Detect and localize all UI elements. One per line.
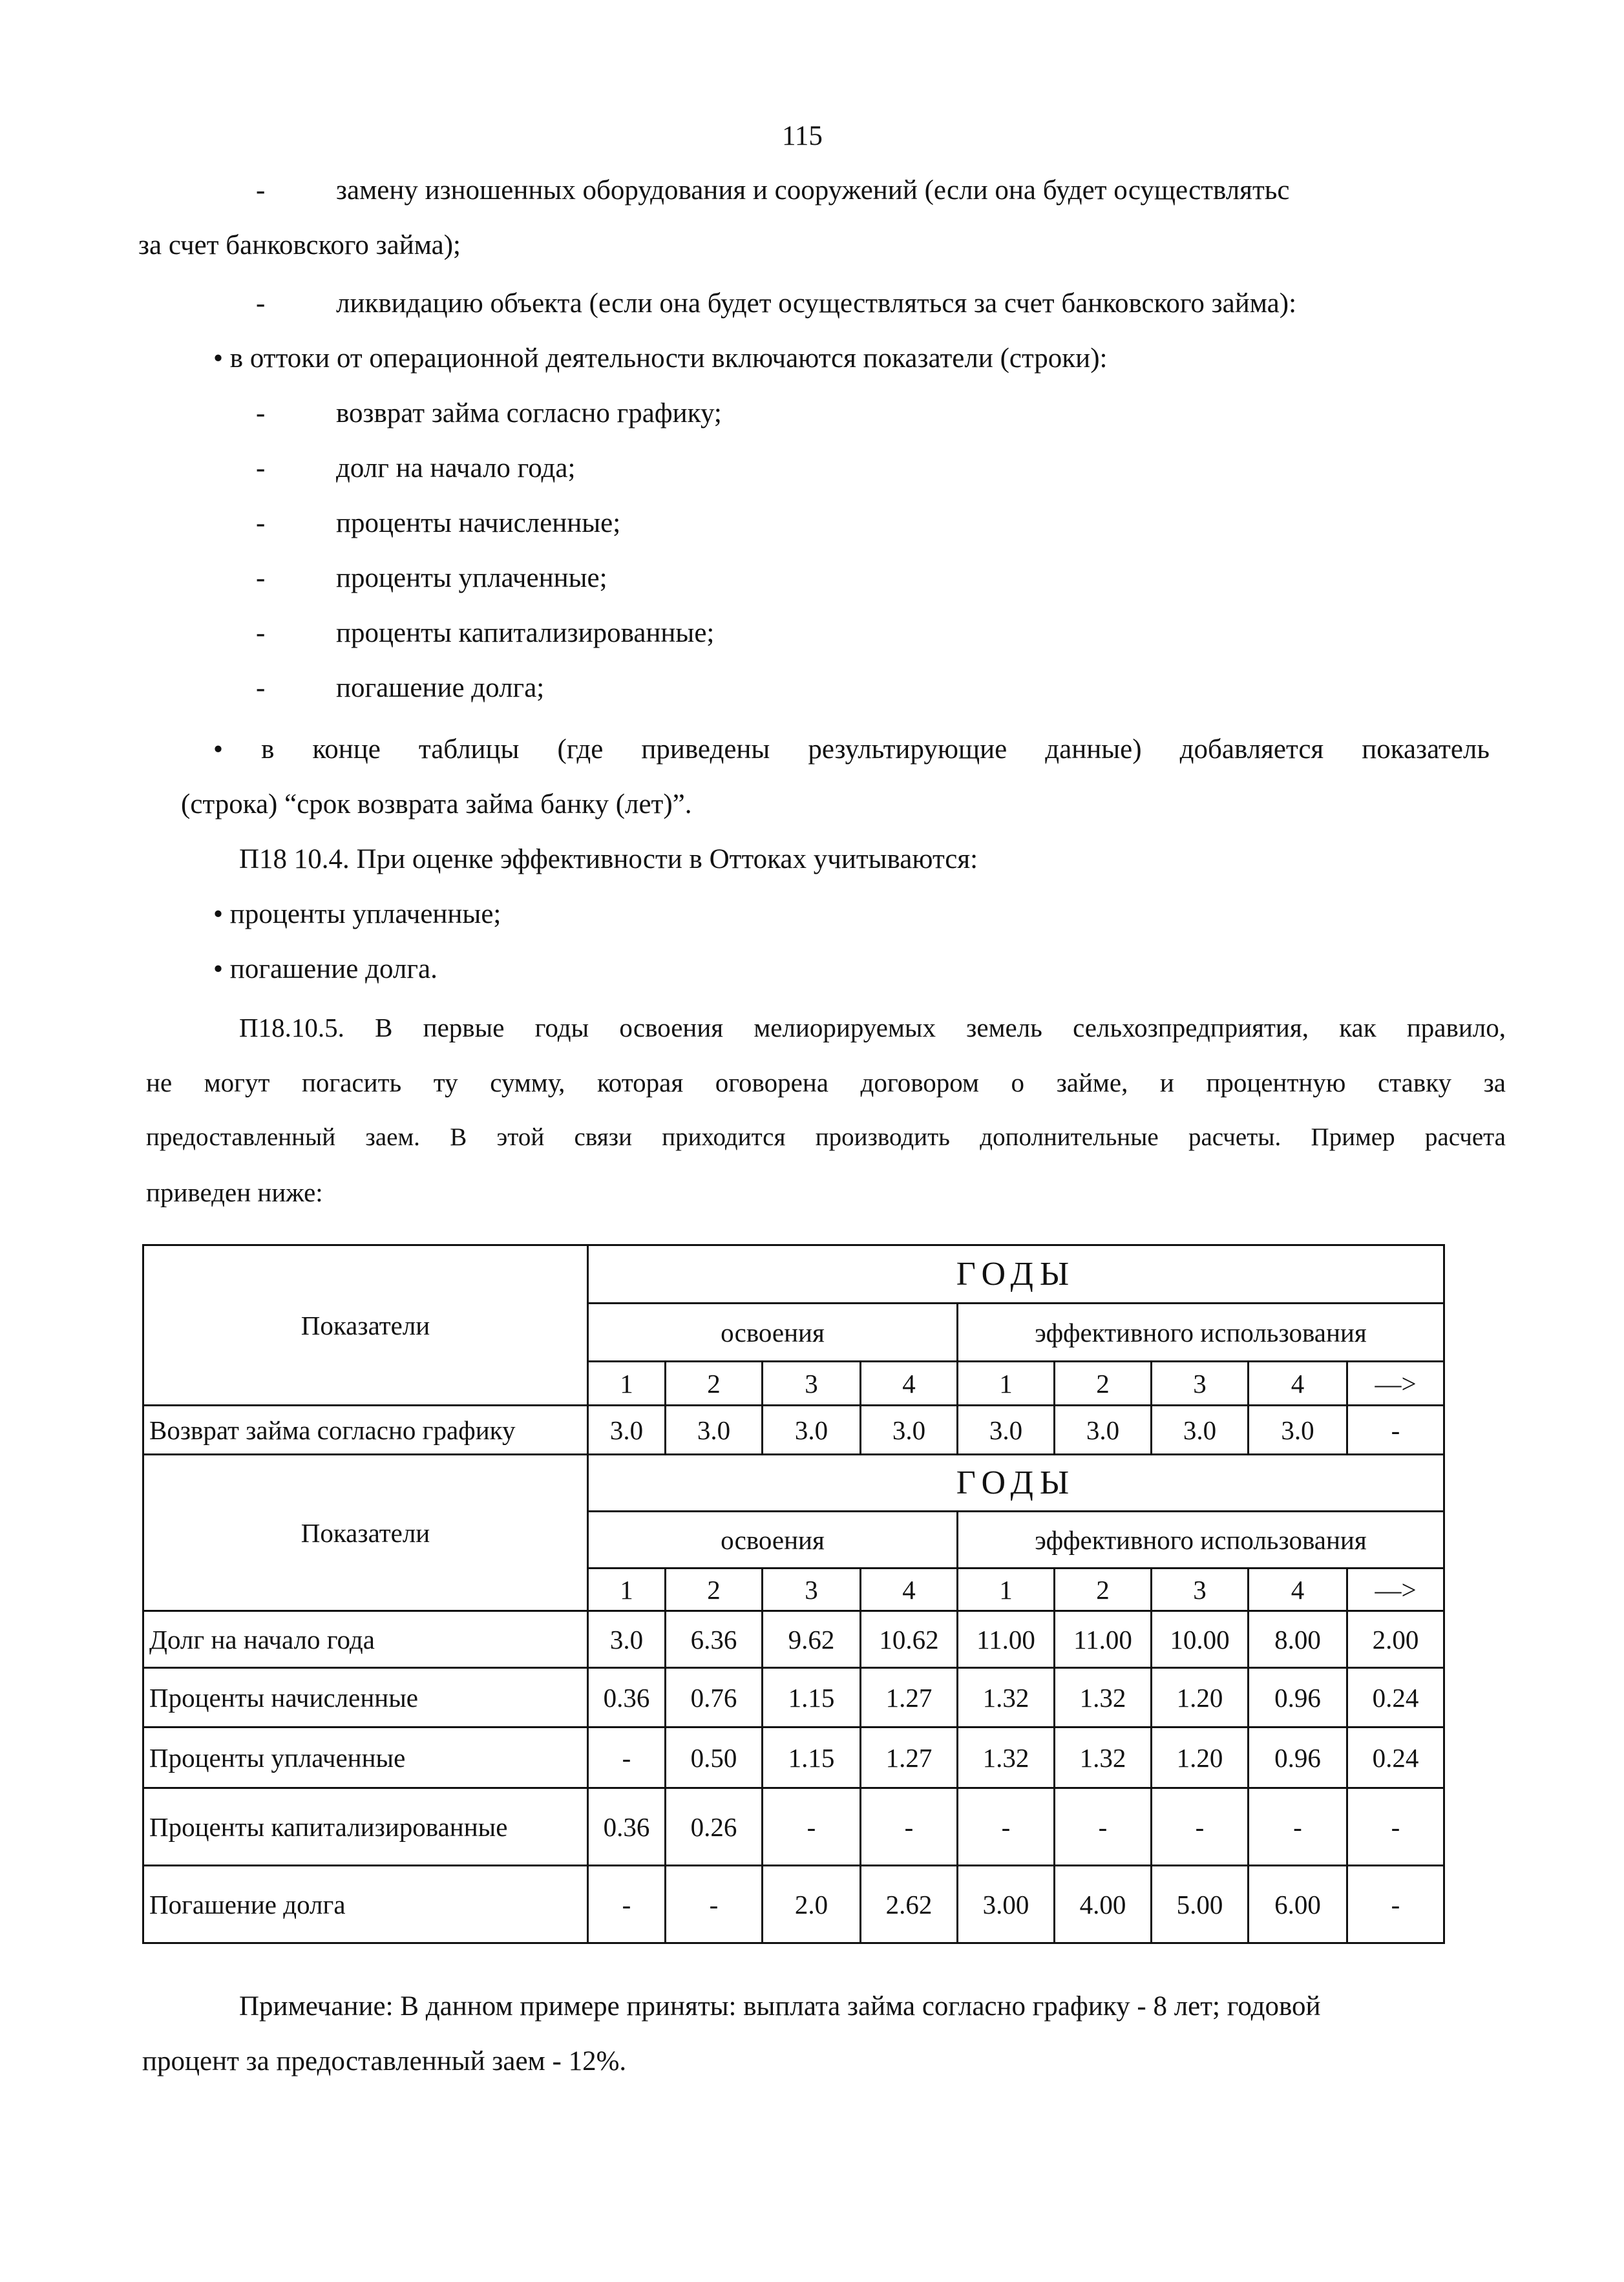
- text-line-15: • погашение долга.: [213, 954, 438, 984]
- years-header: ГОДЫ: [588, 1245, 1444, 1304]
- table-row: [143, 1788, 1444, 1866]
- table-cell: 1.20: [1152, 1668, 1249, 1727]
- dash-marker: -: [256, 508, 266, 538]
- text-line-14: • проценты уплаченные;: [213, 899, 501, 929]
- table-cell: 0.26: [666, 1788, 763, 1866]
- table-header-row: [143, 1245, 1444, 1304]
- table-cell: 11.00: [958, 1611, 1055, 1668]
- year-col: 4: [861, 1569, 958, 1611]
- table-cell: 0.76: [666, 1668, 763, 1727]
- dash-marker: -: [256, 673, 266, 703]
- table-cell: -: [1152, 1788, 1249, 1866]
- table-cell: -: [763, 1788, 861, 1866]
- year-col: 4: [1249, 1569, 1347, 1611]
- table-header-row: [143, 1455, 1444, 1512]
- table-cell: 6.36: [666, 1611, 763, 1668]
- text-line-1: замену изношенных оборудования и сооружений (если она будет осуществлятьс: [336, 175, 1290, 206]
- table-row: [143, 1866, 1444, 1943]
- table-row: [143, 1406, 1444, 1455]
- table-cell: 1.15: [763, 1668, 861, 1727]
- text-line-10: погашение долга;: [336, 673, 545, 703]
- table-cell: 5.00: [1152, 1866, 1249, 1943]
- year-col: 4: [1249, 1362, 1347, 1406]
- text-line-12: (строка) “срок возврата займа банку (лет)”.: [181, 789, 692, 819]
- table-cell: 2.00: [1347, 1611, 1444, 1668]
- indicator-header: Показатели: [143, 1245, 588, 1406]
- table-cell: 3.00: [958, 1866, 1055, 1943]
- year-col: 1: [588, 1362, 666, 1406]
- table-cell: 1.27: [861, 1668, 958, 1727]
- year-col: 3: [763, 1362, 861, 1406]
- years-header: ГОДЫ: [588, 1455, 1444, 1512]
- text-line-4: • в оттоки от операционной деятельности включаются показатели (строки):: [213, 343, 1108, 374]
- text-line-6: долг на начало года;: [336, 453, 576, 483]
- text-line-7: проценты начисленные;: [336, 508, 621, 538]
- table-cell: 3.0: [958, 1406, 1055, 1455]
- group-header-effective-use: эффективного использования: [958, 1512, 1444, 1569]
- year-col: 2: [1055, 1362, 1152, 1406]
- row-label: Проценты начисленные: [143, 1668, 588, 1727]
- table-cell: 1.20: [1152, 1727, 1249, 1788]
- dash-marker: -: [256, 618, 266, 648]
- text-line-5: возврат займа согласно графику;: [336, 398, 722, 428]
- note-line-2: процент за предоставленный заем - 12%.: [142, 2046, 627, 2076]
- row-label: Возврат займа согласно графику: [143, 1406, 588, 1455]
- row-label: Долг на начало года: [143, 1611, 588, 1668]
- year-col: 2: [666, 1569, 763, 1611]
- page-number: 115: [782, 121, 823, 151]
- table-cell: 1.32: [958, 1668, 1055, 1727]
- table-cell: 0.36: [588, 1668, 666, 1727]
- row-label: Проценты капитализированные: [143, 1788, 588, 1866]
- text-line-13: П18 10.4. При оценке эффективности в Оттоках учитываются:: [239, 844, 978, 874]
- table-cell: 3.0: [1249, 1406, 1347, 1455]
- table-cell: 0.24: [1347, 1727, 1444, 1788]
- table-cell: 6.00: [1249, 1866, 1347, 1943]
- year-col: 3: [1152, 1362, 1249, 1406]
- indicator-header: Показатели: [143, 1455, 588, 1611]
- table-cell: 2.62: [861, 1866, 958, 1943]
- text-line-9: проценты капитализированные;: [336, 618, 715, 648]
- year-col: 2: [666, 1362, 763, 1406]
- year-col: 3: [763, 1569, 861, 1611]
- table-cell: -: [1347, 1788, 1444, 1866]
- year-col: 4: [861, 1362, 958, 1406]
- dash-marker: -: [256, 398, 266, 428]
- table-cell: 1.15: [763, 1727, 861, 1788]
- year-col: —>: [1347, 1569, 1444, 1611]
- table-cell: 1.32: [1055, 1727, 1152, 1788]
- dash-marker: -: [256, 288, 266, 319]
- table-cell: -: [1347, 1866, 1444, 1943]
- table-cell: 10.00: [1152, 1611, 1249, 1668]
- table-cell: 3.0: [1152, 1406, 1249, 1455]
- table-cell: 0.96: [1249, 1727, 1347, 1788]
- table-cell: 0.50: [666, 1727, 763, 1788]
- table-cell: 0.36: [588, 1788, 666, 1866]
- table-cell: 3.0: [666, 1406, 763, 1455]
- text-line-19: приведен ниже:: [146, 1178, 323, 1207]
- table-cell: 2.0: [763, 1866, 861, 1943]
- table-row: [143, 1727, 1444, 1788]
- year-col: —>: [1347, 1362, 1444, 1406]
- table-row: [143, 1668, 1444, 1727]
- text-line-2: за счет банковского займа);: [138, 230, 461, 260]
- table-cell: -: [1249, 1788, 1347, 1866]
- table-cell: -: [666, 1866, 763, 1943]
- table-cell: 3.0: [588, 1611, 666, 1668]
- table-cell: -: [958, 1788, 1055, 1866]
- text-line-18: предоставленный заем. В этой связи приходится производить дополнительные расчеты. Пример расчета: [146, 1123, 1506, 1151]
- table-cell: 1.32: [1055, 1668, 1152, 1727]
- table-cell: -: [1347, 1406, 1444, 1455]
- row-label: Проценты уплаченные: [143, 1727, 588, 1788]
- group-header-effective-use: эффективного использования: [958, 1304, 1444, 1362]
- table-cell: 3.0: [588, 1406, 666, 1455]
- table-cell: 1.32: [958, 1727, 1055, 1788]
- group-header-development: освоения: [588, 1512, 958, 1569]
- loan-table: [142, 1244, 1445, 1944]
- table-cell: -: [861, 1788, 958, 1866]
- text-line-8: проценты уплаченные;: [336, 563, 607, 593]
- table-row: [143, 1611, 1444, 1668]
- table-cell: -: [588, 1866, 666, 1943]
- year-col: 1: [588, 1569, 666, 1611]
- text-line-17: не могут погасить ту сумму, которая оговорена договором о займе, и процентную ставку за: [146, 1068, 1506, 1097]
- text-line-3: ликвидацию объекта (если она будет осуществляться за счет банковского займа):: [336, 288, 1297, 319]
- dash-marker: -: [256, 453, 266, 483]
- table-cell: 0.24: [1347, 1668, 1444, 1727]
- row-label: Погашение долга: [143, 1866, 588, 1943]
- year-col: 1: [958, 1362, 1055, 1406]
- year-col: 2: [1055, 1569, 1152, 1611]
- table-cell: -: [1055, 1788, 1152, 1866]
- table-cell: 1.27: [861, 1727, 958, 1788]
- table-cell: -: [588, 1727, 666, 1788]
- table-cell: 4.00: [1055, 1866, 1152, 1943]
- year-col: 1: [958, 1569, 1055, 1611]
- note-line-1: Примечание: В данном примере приняты: выплата займа согласно графику - 8 лет; годовой: [239, 1991, 1321, 2022]
- table-cell: 3.0: [763, 1406, 861, 1455]
- table-cell: 0.96: [1249, 1668, 1347, 1727]
- dash-marker: -: [256, 563, 266, 593]
- table-cell: 11.00: [1055, 1611, 1152, 1668]
- table-cell: 3.0: [1055, 1406, 1152, 1455]
- table-cell: 3.0: [861, 1406, 958, 1455]
- table-cell: 8.00: [1249, 1611, 1347, 1668]
- table-cell: 10.62: [861, 1611, 958, 1668]
- text-line-11: • в конце таблицы (где приведены результирующие данные) добавляется показатель: [213, 734, 1490, 765]
- group-header-development: освоения: [588, 1304, 958, 1362]
- year-col: 3: [1152, 1569, 1249, 1611]
- text-line-16: П18.10.5. В первые годы освоения мелиорируемых земель сельхозпредприятия, как правило,: [239, 1013, 1506, 1042]
- table-cell: 9.62: [763, 1611, 861, 1668]
- dash-marker: -: [256, 175, 266, 206]
